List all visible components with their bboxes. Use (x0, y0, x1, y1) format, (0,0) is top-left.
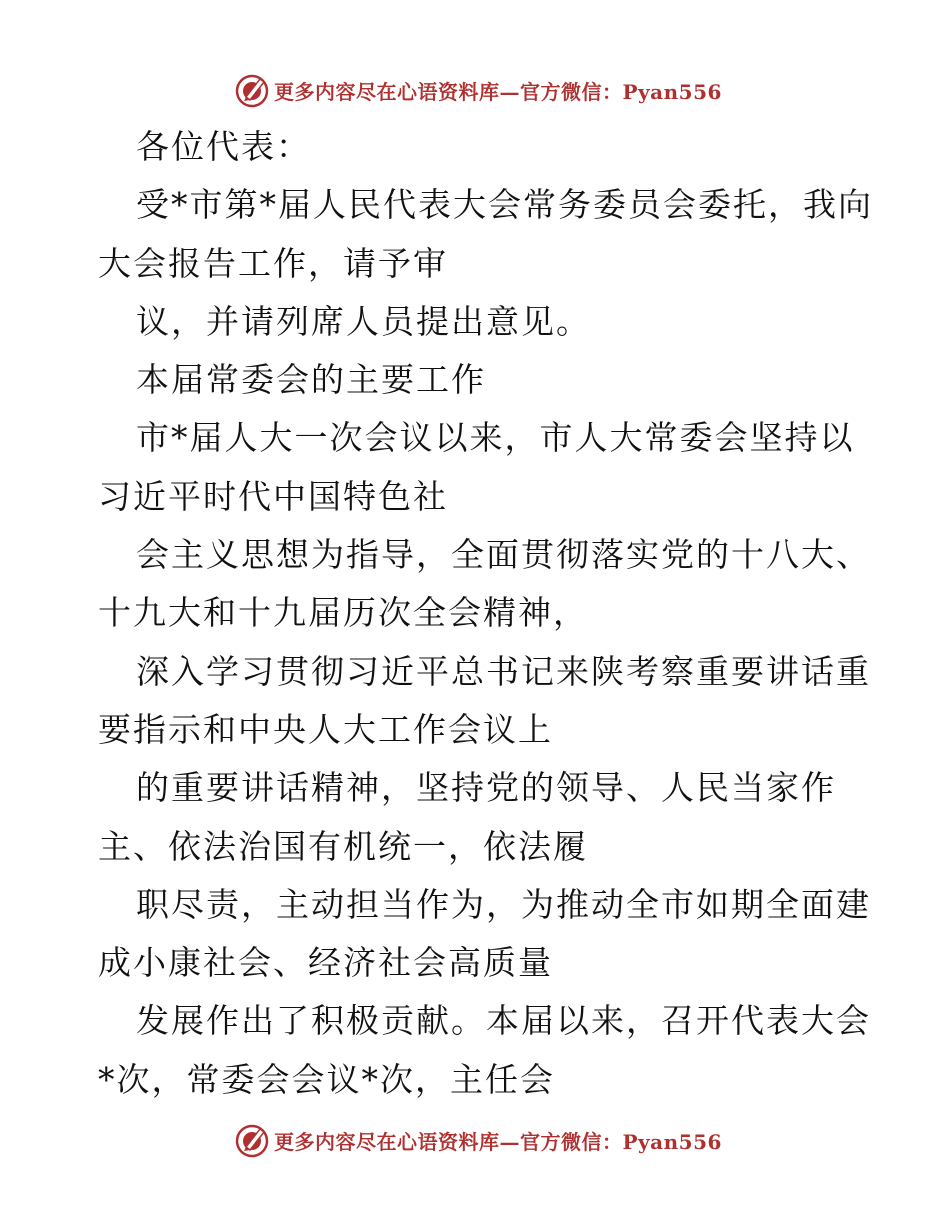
pen-logo-icon (232, 70, 272, 110)
text-line: 习近平时代中国特色社 (98, 476, 448, 516)
footer-banner-text: 更多内容尽在心语资料库—官方微信：Pyan556 (274, 1129, 722, 1154)
text-line: 各位代表： (136, 127, 311, 166)
text-line: 的重要讲话精神，坚持党的领导、人民当家作 (136, 768, 836, 808)
text-line: 发展作出了积极贡献。本届以来，召开代表大会 (136, 1001, 871, 1041)
text-line: 主、依法治国有机统一，依法履 (98, 826, 588, 866)
header-banner-text: 更多内容尽在心语资料库—官方微信：Pyan556 (274, 79, 722, 104)
footer-banner (232, 1120, 722, 1160)
text-line: *次，常委会会议*次，主任会 (98, 1059, 555, 1099)
text-line: 成小康社会、经济社会高质量 (98, 943, 553, 983)
body-text (98, 118, 873, 1109)
text-line: 会主义思想为指导，全面贯彻落实党的十八大、 (136, 535, 871, 575)
text-line: 市*届人大一次会议以来，市人大常委会坚持以 (136, 418, 855, 458)
text-line: 议，并请列席人员提出意见。 (136, 301, 591, 341)
text-line: 大会报告工作，请予审 (98, 243, 448, 283)
text-line: 本届常委会的主要工作 (136, 360, 486, 400)
text-line: 十九大和十九届历次全会精神， (98, 593, 588, 633)
text-line: 受*市第*届人民代表大会常务委员会委托，我向 (136, 185, 873, 225)
text-line: 深入学习贯彻习近平总书记来陕考察重要讲话重 (136, 651, 871, 691)
text-line: 要指示和中央人大工作会议上 (98, 709, 553, 749)
text-line: 职尽责，主动担当作为，为推动全市如期全面建 (136, 884, 871, 924)
header-banner (232, 70, 722, 110)
pen-logo-icon (232, 1120, 272, 1160)
